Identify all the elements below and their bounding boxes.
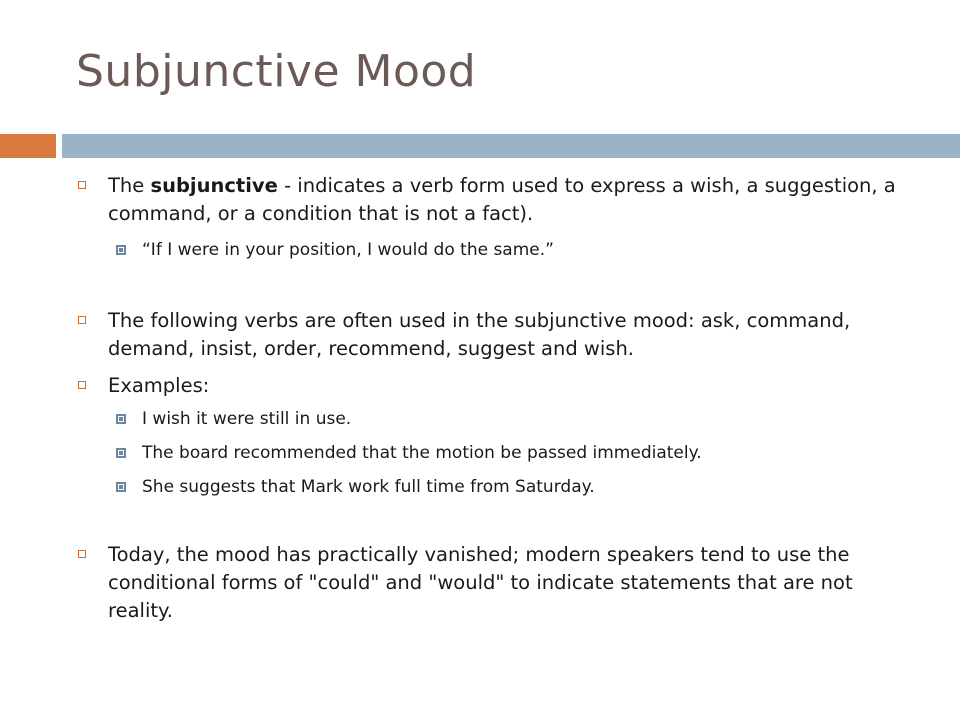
slide-title: Subjunctive Mood: [76, 46, 477, 97]
filled-square-bullet-icon: [116, 414, 126, 424]
sub-bullet-quote: [76, 238, 906, 262]
bullet-text: The following verbs are often used in the subjunctive mood: ask, command, demand, insist, order, recommend, suggest and wish.: [108, 309, 851, 360]
filled-square-bullet-icon: [116, 245, 126, 255]
accent-bar-orange: [0, 134, 56, 158]
accent-bar-blue: [62, 134, 960, 158]
bullet-bold-term: subjunctive: [150, 174, 278, 197]
sub-bullet-example-3: [76, 475, 906, 499]
hollow-square-bullet-icon: [78, 316, 86, 324]
bullet-examples: [76, 372, 906, 400]
bullet-definition: [76, 172, 906, 228]
bullet-rest: - indicates a verb form used to express a wish, a suggestion, a command, or a condition that is not a fact).: [108, 174, 896, 225]
sub-bullet-text: I wish it were still in use.: [142, 409, 352, 429]
sub-bullet-example-2: [76, 441, 906, 465]
bullet-prefix: The: [108, 174, 151, 197]
bullet-verbs: [76, 307, 906, 363]
filled-square-bullet-icon: [116, 482, 126, 492]
slide-body: [76, 172, 906, 625]
hollow-square-bullet-icon: [78, 381, 86, 389]
bullet-today: [76, 541, 906, 625]
bullet-text: Today, the mood has practically vanished; modern speakers tend to use the conditional forms of "could" and "would" to indicate statements that are not reality.: [108, 543, 853, 622]
bullet-text: Examples:: [108, 374, 210, 397]
sub-bullet-text: The board recommended that the motion be passed immediately.: [142, 443, 702, 463]
sub-bullet-text: She suggests that Mark work full time from Saturday.: [142, 477, 595, 497]
hollow-square-bullet-icon: [78, 550, 86, 558]
sub-bullet-text: “If I were in your position, I would do the same.”: [142, 240, 554, 260]
sub-bullet-example-1: [76, 407, 906, 431]
hollow-square-bullet-icon: [78, 181, 86, 189]
filled-square-bullet-icon: [116, 448, 126, 458]
